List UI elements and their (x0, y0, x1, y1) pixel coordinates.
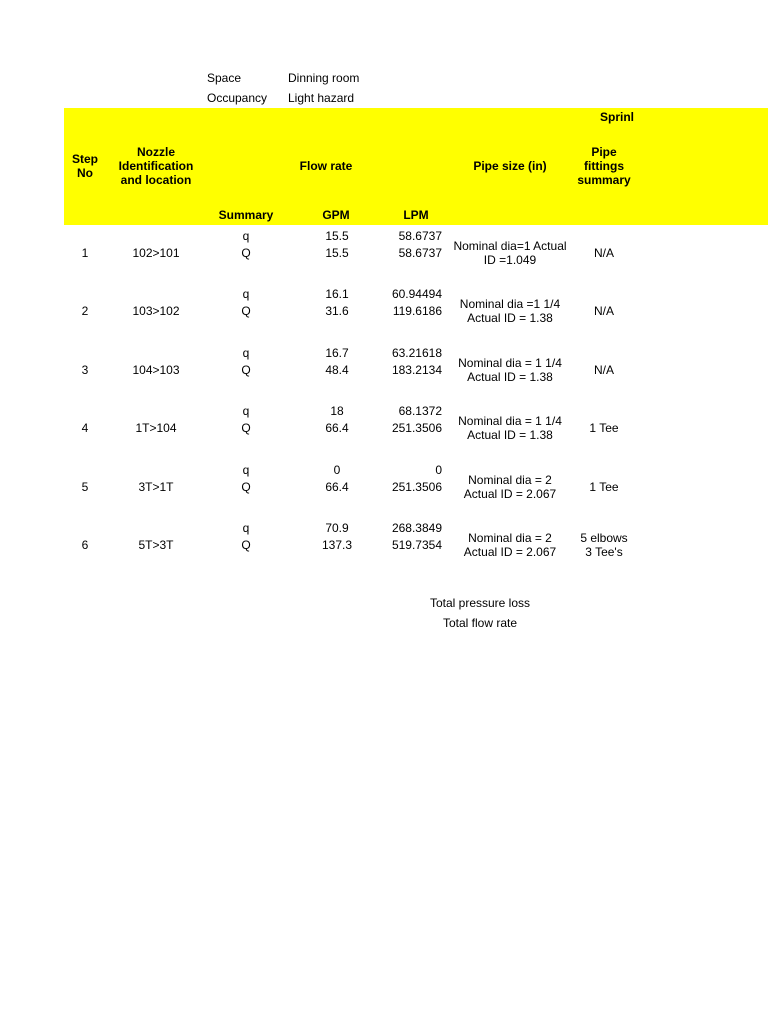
row-q-gpm: 0 (333, 462, 341, 477)
row-q-lpm: 0 (435, 462, 442, 477)
row-pipe-size: Nominal dia =1 1/4 Actual ID = 1.38 (459, 297, 561, 326)
space-label: Space (207, 71, 242, 85)
row-nozzle: 104>103 (132, 362, 180, 377)
occupancy-value: Light hazard (288, 91, 355, 105)
space-value: Dinning room (288, 71, 360, 85)
row-Q-lpm: 251.3506 (391, 479, 442, 494)
row-fittings: N/A (593, 362, 615, 377)
row-Q-lpm: 251.3506 (391, 421, 442, 436)
row-q-label: q (242, 462, 250, 477)
row-Q-label: Q (241, 246, 251, 260)
row-q-gpm: 16.1 (325, 287, 349, 302)
header-step-no: Step No (71, 152, 99, 180)
row-step: 5 (81, 479, 89, 494)
row-q-gpm: 15.5 (325, 229, 349, 243)
row-Q-lpm: 183.2134 (391, 362, 442, 377)
row-Q-gpm: 66.4 (325, 421, 349, 436)
row-step: 2 (81, 304, 89, 319)
row-Q-gpm: 137.3 (321, 538, 353, 552)
row-nozzle: 5T>3T (138, 538, 174, 552)
total-flow-rate-label: Total flow rate (442, 616, 518, 630)
row-pipe-size: Nominal dia = 2 Actual ID = 2.067 (463, 531, 557, 559)
row-q-gpm: 18 (330, 404, 344, 419)
row-q-gpm: 16.7 (325, 345, 349, 360)
row-Q-label: Q (241, 479, 251, 494)
total-pressure-loss-label: Total pressure loss (429, 596, 531, 610)
row-fittings: 1 Tee (589, 479, 619, 494)
row-Q-lpm: 519.7354 (391, 538, 442, 552)
row-nozzle: 1T>104 (135, 421, 177, 436)
row-q-label: q (242, 345, 250, 360)
row-q-lpm: 58.6737 (398, 229, 442, 243)
row-Q-lpm: 58.6737 (398, 246, 442, 260)
row-fittings: N/A (593, 304, 615, 319)
header-lpm: LPM (403, 208, 429, 222)
header-pipe-fittings: Pipe fittings summary (577, 145, 631, 187)
header-pipe-size: Pipe size (in) (473, 159, 547, 173)
header-summary: Summary (218, 208, 274, 222)
section-title: Sprinl (600, 110, 635, 124)
row-pipe-size: Nominal dia=1 Actual ID =1.049 (453, 239, 567, 267)
row-q-label: q (242, 229, 250, 243)
row-step: 4 (81, 421, 89, 436)
row-pipe-size: Nominal dia = 2 Actual ID = 2.067 (463, 472, 557, 501)
row-nozzle: 102>101 (132, 246, 180, 260)
row-step: 1 (81, 246, 89, 260)
row-step: 3 (81, 362, 89, 377)
row-Q-label: Q (241, 538, 251, 552)
row-q-gpm: 70.9 (325, 521, 349, 535)
row-nozzle: 103>102 (132, 304, 180, 319)
row-q-label: q (242, 404, 250, 419)
row-q-label: q (242, 521, 250, 535)
row-q-lpm: 268.3849 (391, 521, 442, 535)
occupancy-label: Occupancy (207, 91, 268, 105)
row-q-lpm: 63.21618 (391, 345, 442, 360)
row-nozzle: 3T>1T (138, 479, 174, 494)
row-fittings: 5 elbows 3 Tee's (580, 531, 628, 559)
row-q-lpm: 60.94494 (391, 287, 442, 302)
row-q-label: q (242, 287, 250, 302)
row-pipe-size: Nominal dia = 1 1/4 Actual ID = 1.38 (458, 355, 562, 384)
row-Q-gpm: 48.4 (325, 362, 349, 377)
row-fittings: 1 Tee (589, 421, 619, 436)
row-Q-gpm: 66.4 (325, 479, 349, 494)
header-gpm: GPM (322, 208, 350, 222)
row-fittings: N/A (593, 246, 615, 260)
row-step: 6 (81, 538, 89, 552)
row-pipe-size: Nominal dia = 1 1/4 Actual ID = 1.38 (458, 414, 562, 443)
row-Q-label: Q (241, 362, 251, 377)
row-Q-lpm: 119.6186 (392, 304, 442, 319)
header-flow-rate: Flow rate (299, 159, 353, 173)
row-Q-label: Q (241, 421, 251, 436)
row-Q-gpm: 31.6 (325, 304, 349, 319)
row-Q-gpm: 15.5 (325, 246, 349, 260)
header-nozzle: Nozzle Identification and location (118, 145, 194, 187)
row-Q-label: Q (241, 304, 251, 319)
row-q-lpm: 68.1372 (398, 404, 442, 419)
